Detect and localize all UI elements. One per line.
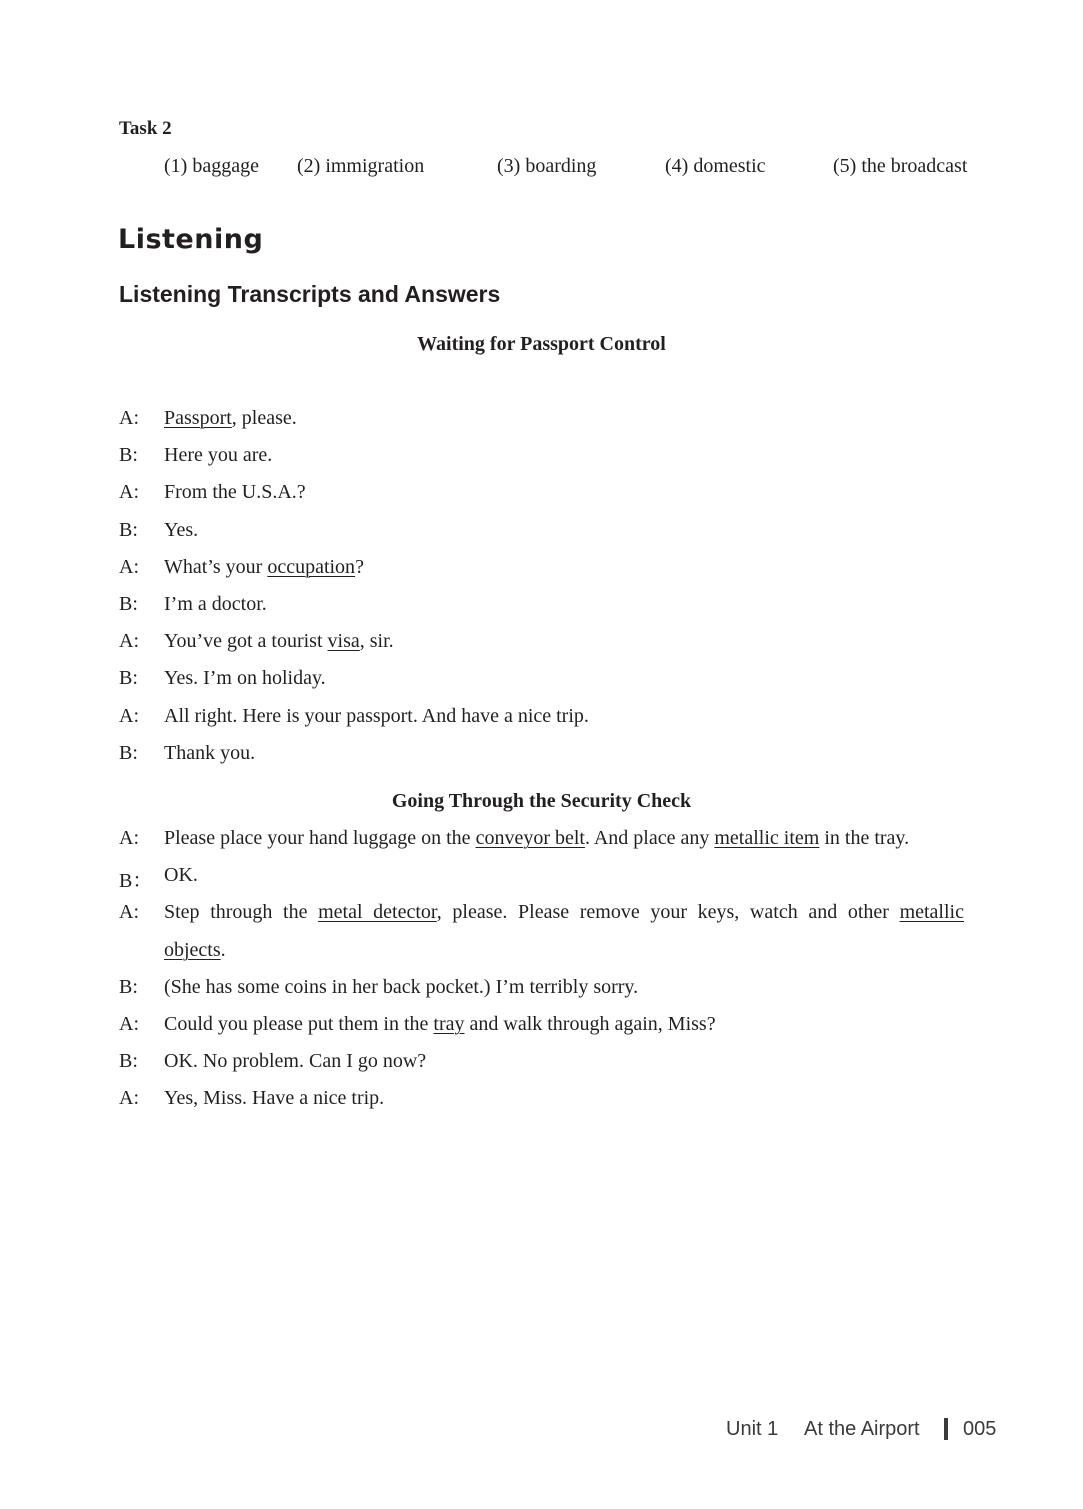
footer-title: At the Airport (804, 1418, 920, 1440)
utterance (164, 1087, 964, 1110)
utterance (164, 481, 964, 504)
underlined-answer: objects (164, 938, 221, 961)
speaker-label: B： (119, 870, 153, 893)
speaker-label: B: (119, 444, 138, 467)
dialog-text: and walk through again, Miss? (464, 1013, 716, 1035)
task-answer: (4) domestic (665, 155, 766, 177)
task-label: Task 2 (119, 118, 172, 139)
utterance (164, 742, 964, 765)
sub-heading: Listening Transcripts and Answers (119, 281, 501, 307)
dialog-text: OK. (164, 864, 198, 887)
underlined-answer: metal detector (318, 901, 437, 924)
task-answer: (5) the broadcast (833, 155, 968, 177)
utterance (164, 864, 964, 887)
dialog-text: I’m a doctor. (164, 593, 267, 615)
dialog-text: ? (355, 555, 364, 578)
dialog-text: From the U.S.A.? (164, 481, 306, 504)
dialog-text: . And place any (584, 827, 715, 849)
speaker-label: B: (119, 1050, 138, 1073)
utterance (164, 519, 964, 542)
utterance (164, 593, 964, 616)
underlined-answer: metallic item (714, 827, 820, 849)
utterance (164, 407, 964, 430)
speaker-label: A: (119, 481, 139, 504)
utterance (164, 976, 964, 999)
speaker-label: A: (119, 1013, 139, 1035)
dialog-title: Waiting for Passport Control (417, 333, 666, 355)
dialog-text: in the tray. (819, 827, 910, 849)
dialog-text: , please. Please remove your keys, watch and other (436, 901, 900, 924)
page-number: 005 (963, 1418, 997, 1440)
utterance (164, 705, 964, 728)
speaker-label: A: (119, 630, 139, 653)
speaker-label: B: (119, 667, 138, 690)
speaker-label: A: (119, 704, 139, 727)
dialog-text: Step through the (164, 901, 319, 924)
dialog-text: . (220, 938, 226, 961)
utterance (164, 667, 964, 690)
footer-divider (944, 1418, 948, 1440)
task-answer: (3) boarding (497, 155, 597, 177)
dialog-title: Going Through the Security Check (391, 790, 692, 812)
underlined-answer: occupation (267, 555, 356, 578)
task-answer: (1) baggage (164, 155, 259, 177)
dialog-text: Here you are. (164, 444, 273, 467)
dialog-text: Yes. (164, 518, 199, 541)
speaker-label: A: (119, 827, 139, 849)
speaker-label: A: (119, 1087, 139, 1110)
dialog-text: Please place your hand luggage on the (164, 827, 476, 849)
utterance (164, 444, 964, 467)
dialog-text: Yes, Miss. Have a nice trip. (164, 1087, 385, 1110)
underlined-answer: conveyor belt (475, 827, 585, 849)
speaker-label: B: (119, 518, 138, 541)
dialog-text: Thank you. (164, 741, 256, 764)
dialog-text: All right. Here is your passport. And have a nice trip. (164, 704, 589, 727)
dialog-text: You’ve got a tourist (164, 630, 328, 653)
underlined-answer: Passport (164, 407, 232, 429)
section-heading: Listening (118, 224, 264, 255)
footer-unit: Unit 1 (726, 1418, 779, 1440)
speaker-label: A: (119, 555, 139, 578)
dialog-text: (She has some coins in her back pocket.) I’m terribly sorry. (164, 975, 639, 998)
utterance (164, 630, 964, 653)
task-answer: (2) immigration (297, 155, 425, 177)
speaker-label: A: (119, 407, 139, 429)
underlined-answer: metallic (899, 901, 964, 924)
underlined-answer: visa (327, 630, 360, 653)
dialog-text: Yes. I’m on holiday. (164, 667, 326, 690)
speaker-label: B: (119, 975, 138, 998)
speaker-label: B: (119, 593, 138, 615)
dialog-text: , please. (231, 407, 297, 429)
underlined-answer: tray (433, 1013, 465, 1035)
utterance (164, 1050, 964, 1073)
dialog-text: , sir. (359, 630, 394, 653)
dialog-text: What’s your (164, 555, 268, 578)
speaker-label: A: (119, 901, 139, 924)
utterance-continuation (164, 939, 226, 962)
utterance (164, 1013, 964, 1036)
utterance (164, 827, 964, 850)
utterance (164, 556, 964, 579)
utterance (164, 901, 964, 924)
speaker-label: B: (119, 741, 138, 764)
dialog-text: Could you please put them in the (164, 1013, 434, 1035)
dialog-text: OK. No problem. Can I go now? (164, 1050, 427, 1073)
